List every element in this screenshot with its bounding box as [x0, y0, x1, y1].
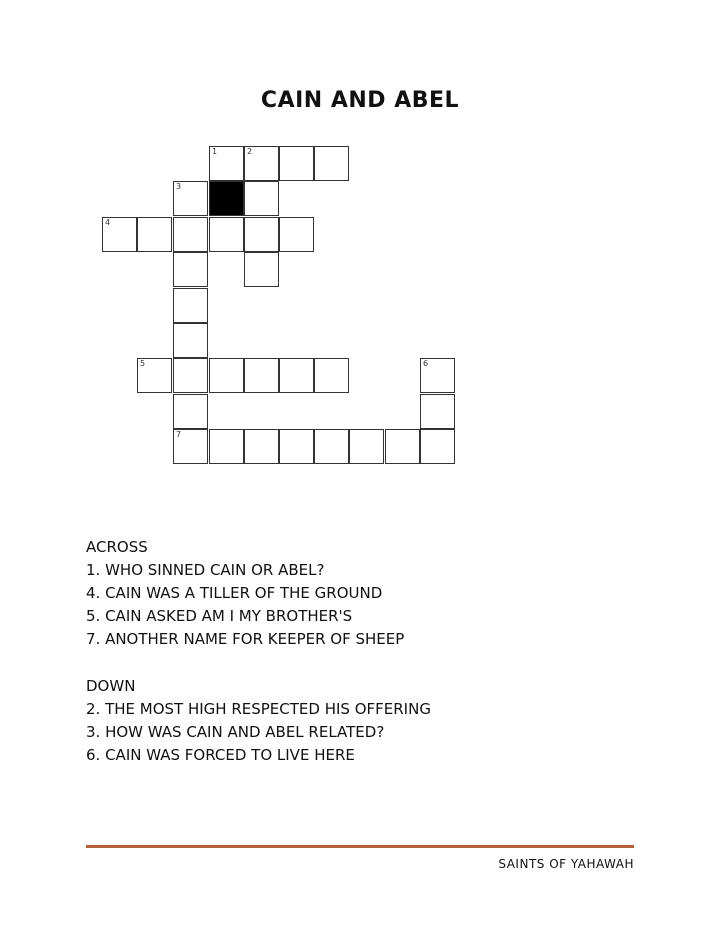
crossword-cell[interactable]: [420, 394, 455, 429]
cell-number: 6: [423, 359, 429, 368]
crossword-cell[interactable]: [244, 217, 279, 252]
crossword-cell[interactable]: [173, 288, 208, 323]
across-heading: ACROSS: [86, 538, 148, 556]
cell-number: 4: [105, 218, 111, 227]
down-clue: 6. CAIN WAS FORCED TO LIVE HERE: [86, 746, 355, 764]
cell-number: 2: [247, 147, 253, 156]
crossword-cell[interactable]: [209, 146, 244, 181]
across-clue: 1. WHO SINNED CAIN OR ABEL?: [86, 561, 325, 579]
crossword-cell[interactable]: [420, 429, 455, 464]
black-cell: [209, 181, 244, 216]
crossword-cell[interactable]: [209, 429, 244, 464]
crossword-cell[interactable]: [173, 181, 208, 216]
crossword-cell[interactable]: [173, 394, 208, 429]
crossword-cell[interactable]: [137, 217, 172, 252]
crossword-cell[interactable]: [137, 358, 172, 393]
crossword-cell[interactable]: [244, 358, 279, 393]
crossword-cell[interactable]: [173, 358, 208, 393]
across-clue: 4. CAIN WAS A TILLER OF THE GROUND: [86, 584, 383, 602]
crossword-cell[interactable]: [244, 252, 279, 287]
clues-section: [86, 536, 431, 767]
clue-spacer: [86, 651, 431, 675]
crossword-cell[interactable]: [279, 429, 314, 464]
crossword-cell[interactable]: [314, 429, 349, 464]
crossword-cell[interactable]: [349, 429, 384, 464]
crossword-cell[interactable]: [209, 358, 244, 393]
cell-number: 5: [140, 359, 146, 368]
crossword-cell[interactable]: [173, 217, 208, 252]
crossword-cell[interactable]: [244, 146, 279, 181]
crossword-cell[interactable]: [173, 323, 208, 358]
cell-number: 3: [176, 182, 182, 191]
crossword-cell[interactable]: [173, 252, 208, 287]
page-title: CAIN AND ABEL: [260, 88, 460, 113]
crossword-cell[interactable]: [209, 217, 244, 252]
crossword-cell[interactable]: [385, 429, 420, 464]
cell-number: 7: [176, 430, 182, 439]
across-clue: 7. ANOTHER NAME FOR KEEPER OF SHEEP: [86, 630, 405, 648]
crossword-cell[interactable]: [279, 358, 314, 393]
crossword-cell[interactable]: [279, 146, 314, 181]
crossword-cell[interactable]: [244, 181, 279, 216]
crossword-cell[interactable]: [420, 358, 455, 393]
footer-text: SAINTS OF YAHAWAH: [498, 857, 634, 871]
down-clue: 2. THE MOST HIGH RESPECTED HIS OFFERING: [86, 700, 431, 718]
crossword-cell[interactable]: [279, 217, 314, 252]
down-clue: 3. HOW WAS CAIN AND ABEL RELATED?: [86, 723, 385, 741]
crossword-cell[interactable]: [173, 429, 208, 464]
crossword-cell[interactable]: [314, 358, 349, 393]
across-clue: 5. CAIN ASKED AM I MY BROTHER'S: [86, 607, 353, 625]
crossword-cell[interactable]: [314, 146, 349, 181]
down-heading: DOWN: [86, 677, 136, 695]
footer-divider: [86, 845, 634, 848]
crossword-cell[interactable]: [244, 429, 279, 464]
crossword-cell[interactable]: [102, 217, 137, 252]
cell-number: 1: [212, 147, 218, 156]
